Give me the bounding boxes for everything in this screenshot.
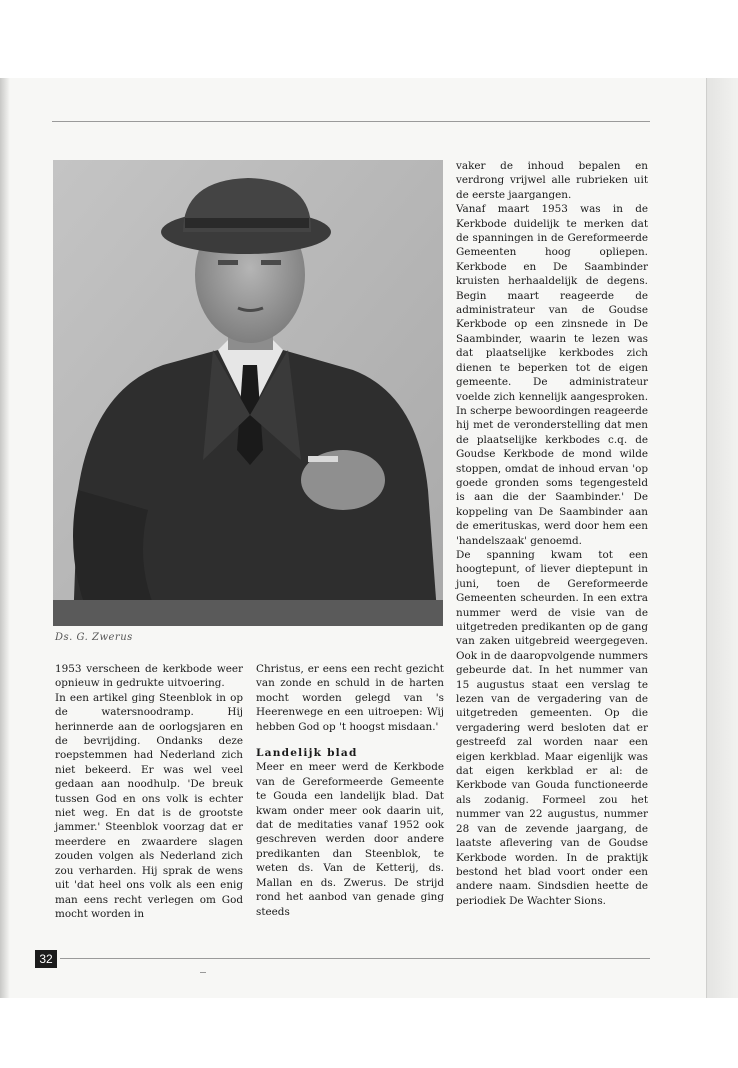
text-column-2 (256, 662, 444, 919)
paragraph: vaker de inhoud bepalen en verdrong vrijwel alle rubrieken uit de eerste jaargangen. (456, 160, 648, 201)
footer-rule (60, 958, 650, 959)
portrait-photo (53, 160, 443, 626)
section-heading: Landelijk blad (256, 747, 358, 760)
photo-caption: Ds. G. Zwerus (55, 632, 133, 643)
portrait-image (53, 160, 443, 626)
header-rule (52, 121, 650, 122)
footer-mark (200, 972, 206, 973)
paragraph: In een artikel ging Steenblok in op de watersnoodramp. Hij herinnerde aan de oorlogsjaren en de bevrijding. Ondanks deze roepstemmen had Nederland zich niet bekeerd. Er was wel veel gedaan aan noodhulp. 'De breuk tussen God en ons volk is echter niet weg. En dat is de grootste jammer.' Steenblok voorzag dat er meerdere en zwaardere slagen zouden volgen als Nederland zich zou verharden. Hij sprak de wens uit 'dat heel ons volk als een enig man eens recht verlegen om God mocht worden in (55, 691, 243, 920)
paragraph: 1953 verscheen de kerkbode weer opnieuw in gedrukte uitvoering. (55, 663, 243, 690)
paragraph: Vanaf maart 1953 was in de Kerkbode duidelijk te merken dat de spanningen in de Gereformeerde Gemeenten hoog opliepen. Kerkbode en De Saambinder kruisten herhaaldelijk de degens. Begin maart reageerde de administrateur van de Goudse Kerkbode op een zinsnede in De Saambinder, waarin te lezen was dat plaatselijke kerkbodes zich dienen te beperken tot de eigen gemeente. De administrateur voelde zich kennelijk aangesproken. In scherpe bewoordingen reageerde hij met de veronderstelling dat men de plaatselijke kerkbodes c.q. de Goudse Kerkbode de mond wilde stoppen, omdat de inhoud ervan 'op goede gronden soms tegengesteld is aan die der Saambinder.' De koppeling van De Saambinder aan de emerituskas, werd door hem een 'handelszaak' genoemd. (456, 203, 648, 547)
paragraph: De spanning kwam tot een hoogtepunt, of liever dieptepunt in juni, toen de Gereformeerde Gemeenten scheurden. In een extra nummer werd de visie van de uitgetreden predikanten op de gang van zaken uitgebreid weergegeven. Ook in de daaropvolgende nummers gebeurde dat. In het nummer van 15 augustus staat een verslag te lezen van de vergadering van de uitgetreden gemeenten. Op die vergadering werd besloten dat er gestreefd zal worden naar een eigen kerkblad. Maar eigenlijk was dat eigen kerkblad er al: de Kerkbode van Gouda functioneerde als zodanig. Formeel zou het nummer van 22 augustus, nummer 28 van de zevende jaargang, de laatste aflevering van de Goudse Kerkbode worden. In de praktijk bestond het blad voort onder een andere naam. Sindsdien heette de periodiek De Wachter Sions. (456, 548, 648, 907)
paragraph: Meer en meer werd de Kerkbode van de Gereformeerde Gemeente te Gouda een landelijk blad. Dat kwam onder meer ook daarin uit, dat de meditaties vanaf 1952 ook geschreven werden door andere predikanten dan Steenblok, te weten ds. Van de Ketterij, ds. Mallan en ds. Zwerus. De strijd rond het aanbod van genade ging steeds (256, 761, 444, 918)
text-column-1 (55, 662, 243, 921)
page-gutter-shadow (0, 78, 10, 998)
page-edge (706, 78, 738, 998)
text-column-3 (456, 159, 648, 908)
page-number: 32 (35, 950, 57, 968)
paragraph: Christus, er eens een recht gezicht van zonde en schuld in de harten mocht worden gelegd van 's Heerenwege en een uitroepen: Wij hebben God op 't hoogst misdaan.' (256, 663, 444, 733)
